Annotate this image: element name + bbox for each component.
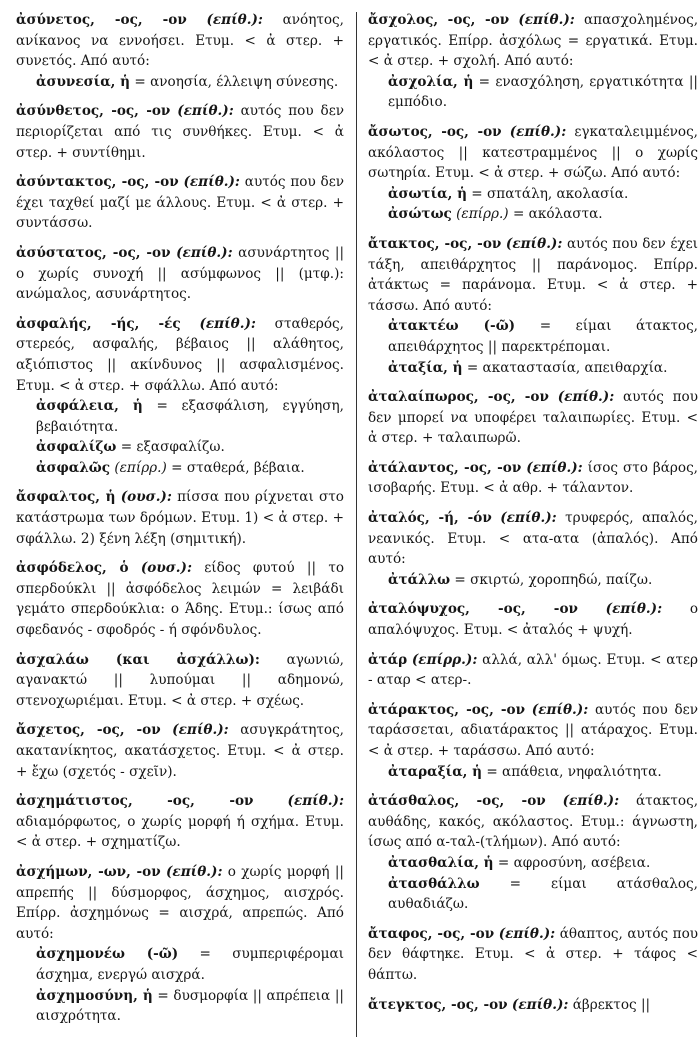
dictionary-entry <box>16 314 344 479</box>
dictionary-entry <box>368 700 698 782</box>
derived-word: ἀτάλλω <box>388 571 451 588</box>
entry-headword: ἄτεγκτος, -ος, -ον <box>368 996 508 1013</box>
derived-word: ἀτασθάλλω <box>388 875 480 892</box>
derived-definition: = ακόλαστα. <box>512 206 603 223</box>
entry-part-of-speech: (επίθ.): <box>500 510 557 527</box>
derived-entry <box>16 986 344 1027</box>
entry-headword: ἀταλός, -ή, -όν <box>368 510 492 527</box>
right-column <box>368 10 698 1047</box>
entry-part-of-speech: (επίθ.): <box>511 996 569 1013</box>
derived-word: ἀσφαλίζω <box>36 439 117 456</box>
entry-definition: αδιαμόρφωτος, ο χωρίς μορφή ή σχήμα. Ετυμ. < ἀ στερ. + σχηματίζω. <box>16 813 344 851</box>
derived-definition: = εξασφαλίζω. <box>120 439 225 456</box>
entry-headword: ἄτακτος, -ος, -ον <box>368 235 502 252</box>
entry-headword: ἀτάρακτος, -ος, -ον <box>368 701 526 718</box>
derived-entry <box>368 72 698 113</box>
derived-definition: = σταθερά, βέβαια. <box>171 459 305 476</box>
entry-part-of-speech: (ουσ.): <box>140 560 192 577</box>
derived-entry <box>368 570 698 591</box>
dictionary-entry <box>16 172 344 234</box>
entry-headword: ἀταλόψυχος, -ος, -ον <box>368 601 578 618</box>
derived-definition: = σπατάλη, ακολασία. <box>471 185 629 202</box>
entry-part-of-speech: (επίθ.): <box>518 12 575 28</box>
derived-word: ἀσχημοσύνη, ἡ <box>36 987 153 1004</box>
entry-part-of-speech: (επίθ.): <box>172 722 229 739</box>
entry-definition: τρυφερός, απαλός, νεανικός. Ετυμ. < ατα-ατα (ἀπαλός). Από αυτό: <box>368 510 698 568</box>
entry-definition: άβρεκτος || <box>572 996 651 1013</box>
entry-part-of-speech: (επίθ.): <box>526 459 583 476</box>
entry-definition: αλλά, αλλ' όμως. Ετυμ. < ατερ - αταρ < ατερ-. <box>368 651 698 689</box>
entry-definition: πίσσα που ρίχνεται στο κατάστρωμα των δρόμων. Ετυμ. 1) < ἀ στερ. + σφάλλω. 2) ξένη λέξη (σημιτική). <box>16 489 344 547</box>
derived-word: ἀταραξία, ἡ <box>388 763 483 780</box>
entry-headword: ἀτάλαντος, -ος, -ον <box>368 459 522 476</box>
entry-headword: ἀτάσθαλος, -ος, -ον <box>368 793 546 810</box>
entry-part-of-speech: (επίθ.): <box>166 863 223 880</box>
entry-headword: ἀσύντακτος, -ος, -ον <box>16 174 179 191</box>
dictionary-entry <box>16 10 344 92</box>
dictionary-entry <box>368 234 698 378</box>
dictionary-entry <box>368 924 698 986</box>
dictionary-entry <box>368 791 698 915</box>
entry-part-of-speech: (επίθ.): <box>199 315 256 332</box>
entry-part-of-speech: (επίθ.): <box>557 389 615 406</box>
entry-definition: ανόητος, ανίκανος να εννοήσει. Ετυμ. < ἀ στερ. + συνετός. Από αυτό: <box>16 12 344 70</box>
derived-entry <box>16 72 344 93</box>
entry-part-of-speech: (επίθ.): <box>498 925 556 942</box>
entry-part-of-speech: (επίθ.): <box>177 103 234 120</box>
dictionary-entry <box>368 599 698 640</box>
entry-part-of-speech: (επίθ.): <box>605 601 663 618</box>
dictionary-entry <box>16 558 344 640</box>
dictionary-entry <box>16 487 344 549</box>
derived-entry <box>368 853 698 874</box>
derived-word: ἀταξία, ἡ <box>388 359 463 376</box>
entry-headword: ἀσύστατος, -ος, -ον <box>16 244 171 261</box>
entry-part-of-speech: (επίθ.): <box>183 174 240 191</box>
derived-definition: = είμαι άτακτος, απειθάρχητος || παρεκτρέπομαι. <box>388 318 698 355</box>
entry-headword: ἄσχετος, -ος, -ον <box>16 722 161 739</box>
entry-part-of-speech: (επίθ.): <box>509 123 567 140</box>
entry-definition: άτακτος, αυθάδης, κακός, ακόλαστος. Ετυμ.: άγνωστη, ίσως από α-ταλ-(τλήμων). Από αυτό: <box>368 793 698 851</box>
entry-definition: ο απαλόψυχος. Ετυμ. < ἀταλός + ψυχή. <box>368 601 698 639</box>
dictionary-entry <box>368 458 698 499</box>
entry-part-of-speech: (επίθ.): <box>287 793 344 810</box>
entry-definition: εγκαταλειμμένος, ακόλαστος || κατεστραμμένος || ο χωρίς σωτηρία. Ετυμ. < ἀ στερ. + σώζω. Από αυτό: <box>368 123 698 182</box>
entry-part-of-speech: (επίθ.): <box>505 235 563 252</box>
entry-definition: σταθερός, στερεός, ασφαλής, βέβαιος || αλάθητος, αξιόπιστος || ακίνδυνος || ασφαλισμένος. Ετυμ. < ἀ στερ. + σφάλλω. Από αυτό: <box>16 315 344 394</box>
entry-definition: ο χωρίς μορφή || απρεπής || δύσμορφος, άσχημος, αισχρός. Επίρρ. ἀσχημόνως = αισχρά, απρεπώς. Από αυτό: <box>16 863 344 942</box>
derived-definition: = εξασφάλιση, εγγύηση, βεβαιότητα. <box>36 398 344 435</box>
derived-word: ἀσφαλῶς <box>36 459 110 476</box>
derived-word: ἀσφάλεια, ἡ <box>36 398 143 415</box>
entry-definition: ασυγκράτητος, ακατανίκητος, ακατάσχετος. Ετυμ. < ἀ στερ. + ἔχω (σχετός - σχεῖν). <box>16 722 344 780</box>
dictionary-entry <box>16 791 344 853</box>
entry-definition: είδος φυτού || το σπερδούκλι || ἀσφόδελος λειμών = λειβάδι γεμάτο σπερδούκλια: ο Άδης. Ετυμ.: ίσως από σφεδανός - σφοδρός - ή σφόνδυλος. <box>16 560 344 639</box>
derived-definition: = συμπεριφέρομαι άσχημα, ενεργώ αισχρά. <box>36 946 344 983</box>
entry-part-of-speech: (επίθ.): <box>562 793 620 810</box>
entry-headword: ἀσύνθετος, -ος, -ον <box>16 103 171 120</box>
entry-headword: ἀταλαίπωρος, -ος, -ον <box>368 389 549 406</box>
entry-definition: άθαπτος, αυτός που δεν θάφτηκε. Ετυμ. < ἀ στερ. + τάφος < θάπτω. <box>368 925 698 983</box>
derived-definition: = ακαταστασία, απειθαρχία. <box>466 359 668 376</box>
dictionary-entry <box>368 650 698 691</box>
dictionary-entry <box>16 650 344 712</box>
entry-headword: ἀσχαλάω (και ἀσχάλλω): <box>16 651 260 668</box>
dictionary-entry <box>368 995 698 1016</box>
entry-definition: αυτός που δεν μπορεί να υποφέρει ταλαιπωρίες. Ετυμ. < ἀ στερ. + ταλαιπωρῶ. <box>368 389 698 447</box>
derived-definition: = απάθεια, νηφαλιότητα. <box>486 763 662 780</box>
entry-definition: ίσος στο βάρος, ισοβαρής. Ετυμ. < ἀ αθρ. + τάλαντον. <box>368 459 698 497</box>
derived-entry <box>368 762 698 783</box>
entry-part-of-speech: (επίθ.): <box>206 12 263 28</box>
entry-headword: ἀσχημάτιστος, -ος, -ον <box>16 793 254 810</box>
entry-definition: αυτός που δεν έχει ταχθεί μαζί με άλλους. Ετυμ. < ἀ στερ. + συντάσσω. <box>16 174 344 232</box>
entry-part-of-speech: (επίρρ.): <box>411 651 478 668</box>
dictionary-entry <box>368 508 698 590</box>
dictionary-entry <box>16 101 344 163</box>
entry-headword: ἀσύνετος, -ος, -ον <box>16 12 187 28</box>
derived-definition: = αφροσύνη, ασέβεια. <box>497 854 651 871</box>
entry-part-of-speech: (επίθ.): <box>176 244 233 261</box>
derived-word: ἀτακτέω (-ῶ) <box>388 318 516 335</box>
derived-entry <box>368 184 698 205</box>
entry-part-of-speech: (ουσ.): <box>120 489 172 506</box>
derived-word: ἀσχολία, ἡ <box>388 73 474 90</box>
entry-headword: ἀσφαλής, -ής, -ές <box>16 315 181 332</box>
entry-definition: απασχολημένος, εργατικός. Επίρρ. ἀσχόλως = εργατικά. Ετυμ. < ἀ στερ. + σχολή. Από αυτό: <box>368 12 698 70</box>
entry-headword: ἄταφος, -ος, -ον <box>368 925 495 942</box>
entry-headword: ἀτάρ <box>368 651 408 668</box>
derived-definition: = σκιρτώ, χοροπηδώ, παίζω. <box>454 571 653 588</box>
column-divider <box>356 12 357 1037</box>
derived-part-of-speech: (επίρρ.) <box>456 206 509 223</box>
dictionary-entry <box>368 122 698 225</box>
dictionary-entry <box>16 862 344 1027</box>
derived-entry <box>368 316 698 357</box>
derived-word: ἀτασθαλία, ἡ <box>388 854 494 871</box>
dictionary-entry <box>368 387 698 449</box>
derived-definition: = δυσμορφία || απρέπεια || αισχρότητα. <box>36 987 344 1025</box>
left-column <box>16 10 344 1047</box>
entry-headword: ἄσφαλτος, ἡ <box>16 489 116 506</box>
entry-part-of-speech: (επίθ.): <box>531 701 589 718</box>
entry-headword: ἄσωτος, -ος, -ον <box>368 123 502 140</box>
derived-word: ἀσωτία, ἡ <box>388 185 467 202</box>
derived-definition: = είμαι ατάσθαλος, αυθαδιάζω. <box>388 875 698 913</box>
derived-part-of-speech: (επίρρ.) <box>114 459 167 476</box>
derived-entry <box>368 874 698 915</box>
derived-definition: = ενασχόληση, εργατικότητα || εμπόδιο. <box>388 73 698 111</box>
dictionary-entry <box>16 720 344 782</box>
derived-word: ἀσώτως <box>388 206 452 223</box>
derived-entry <box>16 458 344 479</box>
derived-entry <box>368 204 698 225</box>
entry-definition: αυτός που δεν έχει τάξη, απειθάρχητος || παράνομος. Επίρρ. ἀτάκτως = παράνομα. Ετυμ. < ἀ στερ. + τάσσω. Από αυτό: <box>368 235 698 314</box>
derived-word: ἀσχημονέω (-ῶ) <box>36 946 179 963</box>
entry-headword: ἄσχολος, -ος, -ον <box>368 12 510 28</box>
entry-definition: αγωνιώ, αγανακτώ || λυπούμαι || αδημονώ, στενοχωριέμαι. Ετυμ. < ἀ στερ. + σχέως. <box>16 651 344 709</box>
derived-entry <box>368 358 698 379</box>
derived-entry <box>16 944 344 985</box>
derived-definition: = ανοησία, έλλειψη σύνεσης. <box>134 73 339 90</box>
entry-headword: ἀσχήμων, -ων, -ον <box>16 863 161 880</box>
entry-headword: ἀσφόδελος, ὁ <box>16 560 129 577</box>
dictionary-entry <box>368 10 698 113</box>
derived-word: ἀσυνεσία, ἡ <box>36 73 131 90</box>
derived-entry <box>16 437 344 458</box>
entry-definition: ασυνάρτητος || ο χωρίς συνοχή || ασύμφωνος || (μτφ.): ανώμαλος, ασυνάρτητος. <box>16 244 344 303</box>
entry-definition: αυτός που δεν ταράσσεται, αδιατάρακτος || ατάραχος. Ετυμ. < ἀ στερ. + ταράσσω. Από αυτό: <box>368 701 698 759</box>
dictionary-entry <box>16 243 344 305</box>
entry-definition: αυτός που δεν περιορίζεται από τις συνθήκες. Ετυμ. < ἀ στερ. + συντίθημι. <box>16 103 344 161</box>
derived-entry <box>16 396 344 437</box>
